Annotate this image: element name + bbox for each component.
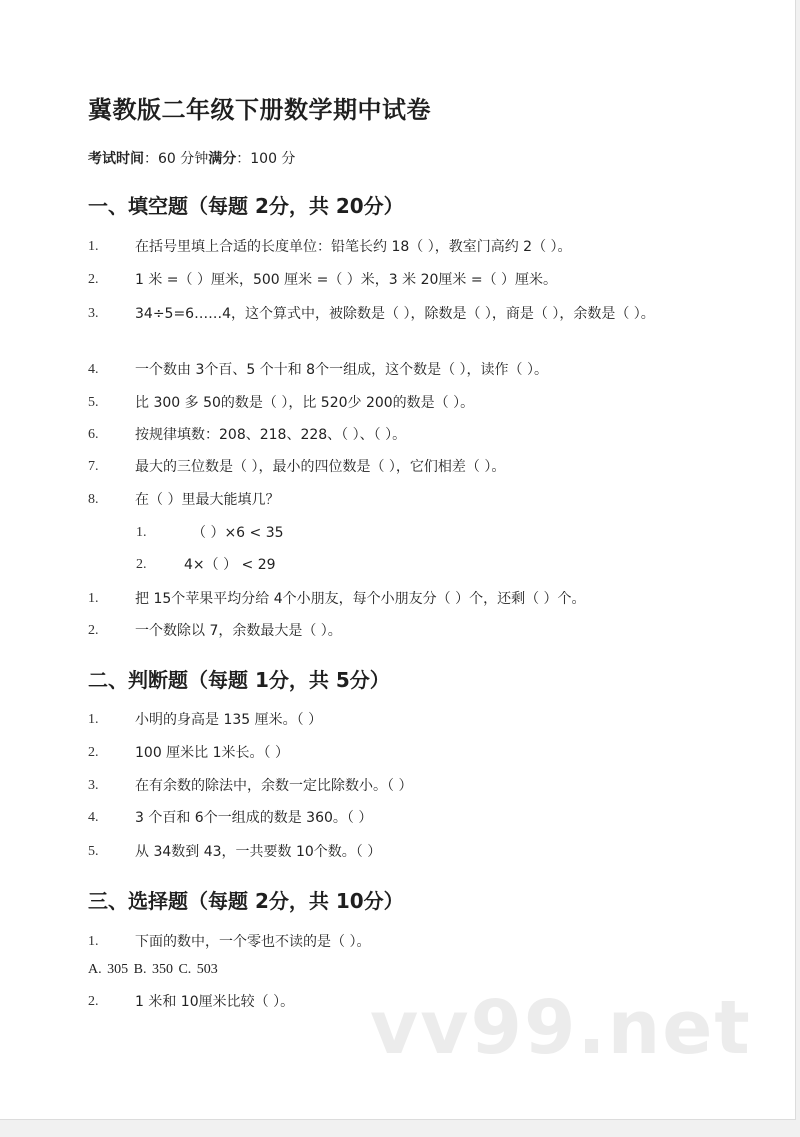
question-number: 7. — [88, 459, 99, 474]
question-number: 5. — [88, 844, 99, 859]
question-number: 1. — [88, 712, 99, 727]
question-text: 从 34数到 43，一共要数 10个数。（ ） — [135, 844, 382, 860]
question-number: 2. — [88, 272, 99, 287]
sub-question-text: 4×（ ） < 29 — [184, 557, 276, 573]
question-number: 1. — [88, 591, 99, 606]
question-item — [88, 358, 698, 382]
question-number: 2. — [88, 994, 99, 1009]
time-value: ：60 分钟 — [144, 151, 209, 167]
question-item — [88, 619, 698, 643]
question-number: 3. — [88, 778, 99, 793]
question-number: 8. — [88, 492, 99, 507]
question-item — [88, 741, 698, 765]
sub-question-item — [136, 521, 536, 545]
question-text: 下面的数中，一个零也不读的是（ ）。 — [135, 934, 371, 950]
question-text: 按规律填数：208、218、228、（ ）、（ ）。 — [135, 427, 407, 443]
question-item — [88, 840, 698, 864]
question-item — [88, 930, 698, 954]
question-item — [88, 806, 698, 830]
question-text: 一个数由 3个百、5 个十和 8个一组成，这个数是（ ），读作（ ）。 — [135, 362, 548, 378]
question-item — [88, 774, 698, 798]
question-item — [88, 488, 698, 512]
question-text: 最大的三位数是（ ），最小的四位数是（ ），它们相差（ ）。 — [135, 459, 506, 475]
question-text: 34÷5=6……4，这个算式中，被除数是（ ），除数是（ ），商是（ ），余数是（ ）。 — [135, 306, 655, 322]
question-text: 把 15个苹果平均分给 4个小朋友，每个小朋友分（ ）个，还剩（ ）个。 — [135, 591, 586, 607]
question-item — [88, 301, 698, 327]
question-number: 4. — [88, 362, 99, 377]
question-text: 在（ ）里最大能填几？ — [135, 492, 280, 508]
question-item — [88, 423, 698, 447]
question-number: 1. — [88, 239, 99, 254]
question-number: 5. — [88, 395, 99, 410]
score-value: ：100 分 — [236, 151, 296, 167]
question-item — [88, 708, 698, 732]
question-number: 2. — [88, 623, 99, 638]
exam-meta — [88, 148, 295, 168]
question-text: 3 个百和 6个一组成的数是 360。（ ） — [135, 810, 373, 826]
section-2-title: 二、判断题（每题 1分，共 5分） — [88, 668, 390, 692]
question-text: 在有余数的除法中，余数一定比除数小。（ ） — [135, 778, 413, 794]
document-title: 冀教版二年级下册数学期中试卷 — [88, 96, 431, 124]
question-number: 3. — [88, 306, 99, 321]
question-text: 比 300 多 50的数是（ ），比 520少 200的数是（ ）。 — [135, 395, 475, 411]
score-label: 满分 — [208, 151, 237, 167]
question-item — [88, 268, 698, 292]
question-number: 4. — [88, 810, 99, 825]
question-number: 1. — [88, 934, 99, 949]
sub-question-item — [136, 553, 536, 577]
question-text: 小明的身高是 135 厘米。（ ） — [135, 712, 323, 728]
question-number: 2. — [88, 745, 99, 760]
question-text: 1 米 =（ ）厘米，500 厘米 =（ ）米，3 米 20厘米 =（ ）厘米。 — [135, 272, 558, 288]
section-3-title: 三、选择题（每题 2分，共 10分） — [88, 889, 404, 913]
question-text: 1 米和 10厘米比较（ ）。 — [135, 994, 295, 1010]
question-item — [88, 235, 698, 259]
question-item — [88, 587, 698, 611]
question-text: 一个数除以 7，余数最大是（ ）。 — [135, 623, 342, 639]
sub-question-number: 1. — [136, 525, 147, 540]
question-text: 100 厘米比 1米长。（ ） — [135, 745, 289, 761]
section-1-title: 一、填空题（每题 2分，共 20分） — [88, 194, 404, 218]
sub-question-number: 2. — [136, 557, 147, 572]
question-item — [88, 391, 698, 415]
question-item — [88, 455, 698, 479]
time-label: 考试时间 — [88, 151, 144, 167]
answer-options: A. 305 B. 350 C. 503 — [88, 962, 218, 977]
sub-question-text: （ ）×6 < 35 — [192, 525, 284, 541]
question-text: 在括号里填上合适的长度单位：铅笔长约 18（ ），教室门高约 2（ ）。 — [135, 239, 572, 255]
watermark: vv99.net — [370, 985, 752, 1071]
question-number: 6. — [88, 427, 99, 442]
